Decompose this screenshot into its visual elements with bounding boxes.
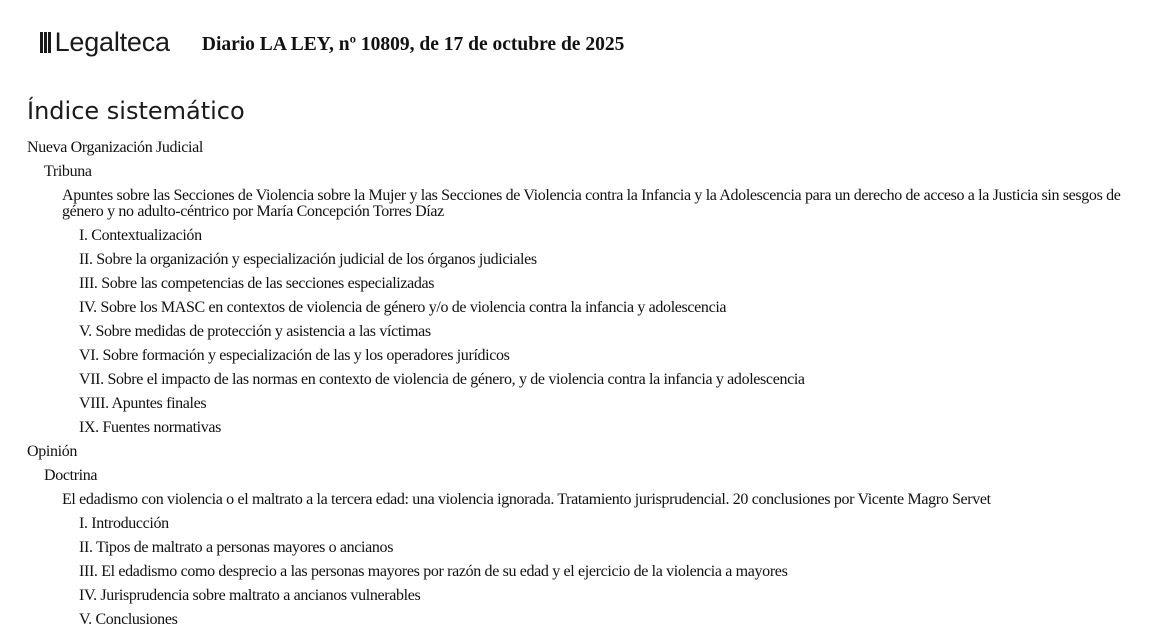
toc-article-link[interactable]: El edadismo con violencia o el maltrato a la tercera edad: una violencia ignorada. Tratamiento jurisprudencial. 20 conclusiones por Vicente Magro Servet: [62, 491, 991, 508]
legalteca-logo[interactable]: [40, 27, 170, 58]
table-of-contents: [0, 136, 1167, 632]
toc-chapter-link[interactable]: I. Contextualización: [79, 227, 202, 244]
toc-section-nueva-organizacion-judicial[interactable]: Nueva Organización Judicial: [27, 139, 203, 156]
toc-chapter-link[interactable]: VI. Sobre formación y especialización de las y los operadores jurídicos: [79, 347, 510, 364]
toc-article-link[interactable]: Apuntes sobre las Secciones de Violencia sobre la Mujer y las Secciones de Violencia contra la Infancia y la Adolescencia para un derecho de acceso a la Justicia sin sesgos de género y no adulto-céntrico por María Concepción Torres Díaz: [62, 187, 1121, 220]
toc-chapter-link[interactable]: II. Sobre la organización y especialización judicial de los órganos judiciales: [79, 251, 537, 268]
toc-subsection-tribuna[interactable]: Tribuna: [44, 163, 92, 180]
page-header: [40, 22, 624, 62]
toc-section-opinion[interactable]: Opinión: [27, 443, 77, 460]
toc-chapter-link[interactable]: I. Introducción: [79, 515, 169, 532]
toc-chapter-link[interactable]: III. El edadismo como desprecio a las personas mayores por razón de su edad y el ejercicio de la violencia a mayores: [79, 563, 788, 580]
toc-chapter-link[interactable]: IV. Jurisprudencia sobre maltrato a ancianos vulnerables: [79, 587, 421, 604]
toc-chapter-link[interactable]: V. Conclusiones: [79, 611, 178, 628]
toc-chapter-link[interactable]: IX. Fuentes normativas: [79, 419, 222, 436]
index-heading: Índice sistemático: [27, 97, 245, 125]
logo-bars-icon: [40, 31, 53, 53]
logo-text: Legalteca: [54, 26, 170, 57]
toc-chapter-link[interactable]: III. Sobre las competencias de las secciones especializadas: [79, 275, 435, 292]
toc-subsection-doctrina[interactable]: Doctrina: [44, 467, 98, 484]
toc-chapter-link[interactable]: VII. Sobre el impacto de las normas en contexto de violencia de género, y de violencia contra la infancia y adolescencia: [79, 371, 805, 388]
toc-chapter-link[interactable]: V. Sobre medidas de protección y asistencia a las víctimas: [79, 323, 431, 340]
journal-title: Diario LA LEY, nº 10809, de 17 de octubre de 2025: [201, 33, 625, 55]
toc-chapter-link[interactable]: VIII. Apuntes finales: [79, 395, 207, 412]
toc-chapter-link[interactable]: IV. Sobre los MASC en contextos de violencia de género y/o de violencia contra la infancia y adolescencia: [79, 299, 727, 316]
toc-chapter-link[interactable]: II. Tipos de maltrato a personas mayores o ancianos: [79, 539, 394, 556]
